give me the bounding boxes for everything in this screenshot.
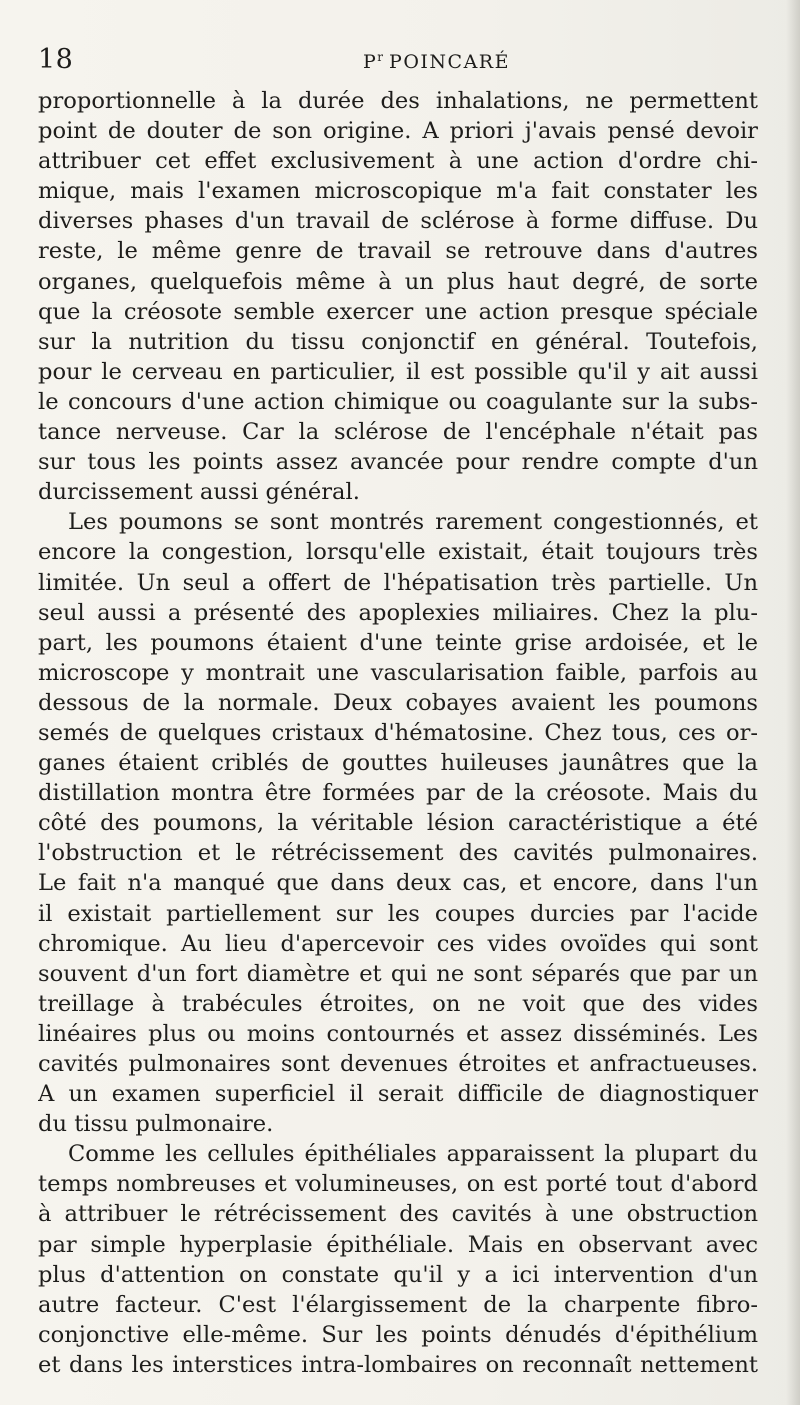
text-line: conjonctive elle-même. Sur les points dénudés d'épithélium xyxy=(38,1321,758,1348)
text-line: organes, quelquefois même à un plus haut degré, de sorte xyxy=(38,268,758,295)
text-line: sur la nutrition du tissu conjonctif en général. Toutefois, xyxy=(38,328,758,355)
text-line: microscope y montrait une vascularisation faible, parfois au xyxy=(38,659,758,686)
body-text xyxy=(38,86,758,1380)
paragraph-start-line: Comme les cellules épithéliales apparaissent la plupart du xyxy=(68,1141,758,1168)
paragraph-end-line: durcissement aussi général. xyxy=(38,479,360,506)
paragraph-start-line: Les poumons se sont montrés rarement congestionnés, et xyxy=(68,509,758,536)
text-line: que la créosote semble exercer une action presque spéciale xyxy=(38,298,758,325)
text-line: tance nerveuse. Car la sclérose de l'encéphale n'était pas xyxy=(38,419,758,446)
text-line: seul aussi a présenté des apoplexies miliaires. Chez la plu- xyxy=(38,599,758,626)
text-line: souvent d'un fort diamètre et qui ne sont séparés que par un xyxy=(38,960,758,987)
text-line: part, les poumons étaient d'une teinte grise ardoisée, et le xyxy=(38,629,758,656)
text-line: chromique. Au lieu d'apercevoir ces vides ovoïdes qui sont xyxy=(38,930,758,957)
text-line: reste, le même genre de travail se retrouve dans d'autres xyxy=(38,238,758,265)
text-line: treillage à trabécules étroites, on ne voit que des vides xyxy=(38,990,758,1017)
text-line: dessous de la normale. Deux cobayes avaient les poumons xyxy=(38,689,758,716)
author-prefix: P xyxy=(363,51,378,73)
text-line: le concours d'une action chimique ou coagulante sur la subs- xyxy=(38,388,758,415)
text-line: temps nombreuses et volumineuses, on est porté tout d'abord xyxy=(38,1171,758,1198)
text-line: limitée. Un seul a offert de l'hépatisation très partielle. Un xyxy=(38,569,758,596)
text-line: distillation montra être formées par de la créosote. Mais du xyxy=(38,780,758,807)
text-line: encore la congestion, lorsqu'elle existait, était toujours très xyxy=(38,539,758,566)
running-head xyxy=(363,50,510,73)
text-line: attribuer cet effet exclusivement à une action d'ordre chi- xyxy=(38,148,758,175)
text-line: autre facteur. C'est l'élargissement de la charpente fibro- xyxy=(38,1291,758,1318)
text-line: A un examen superficiel il serait difficile de diagnostiquer xyxy=(38,1081,758,1108)
text-line: semés de quelques cristaux d'hématosine. Chez tous, ces or- xyxy=(38,719,758,746)
text-line: pour le cerveau en particulier, il est possible qu'il y ait aussi xyxy=(38,358,758,385)
text-line: ganes étaient criblés de gouttes huileuses jaunâtres que la xyxy=(38,750,758,777)
text-line: Le fait n'a manqué que dans deux cas, et encore, dans l'un xyxy=(38,870,758,897)
text-line: mique, mais l'examen microscopique m'a fait constater les xyxy=(38,178,758,205)
page-number: 18 xyxy=(38,44,74,75)
text-line: l'obstruction et le rétrécissement des cavités pulmonaires. xyxy=(38,840,758,867)
text-line: plus d'attention on constate qu'il y a ici intervention d'un xyxy=(38,1261,758,1288)
page-header xyxy=(38,42,760,82)
text-line: et dans les interstices intra-lombaires on reconnaît nettement xyxy=(38,1351,758,1378)
page-edge-shadow xyxy=(786,0,800,1405)
text-line: par simple hyperplasie épithéliale. Mais en observant avec xyxy=(38,1231,758,1258)
text-line: sur tous les points assez avancée pour rendre compte d'un xyxy=(38,449,758,476)
text-line: cavités pulmonaires sont devenues étroites et anfractueuses. xyxy=(38,1051,758,1077)
text-line: diverses phases d'un travail de sclérose à forme diffuse. Du xyxy=(38,208,758,235)
text-line: il existait partiellement sur les coupes durcies par l'acide xyxy=(38,900,758,927)
text-line: à attribuer le rétrécissement des cavités à une obstruction xyxy=(38,1201,758,1228)
text-line: proportionnelle à la durée des inhalations, ne permettent xyxy=(38,88,758,114)
text-line: linéaires plus ou moins contournés et assez disséminés. Les xyxy=(38,1020,758,1047)
paragraph-end-line: du tissu pulmonaire. xyxy=(38,1111,274,1138)
text-line: côté des poumons, la véritable lésion caractéristique a été xyxy=(38,810,758,837)
text-line: point de douter de son origine. A priori j'avais pensé devoir xyxy=(38,118,758,145)
author-name: POINCARÉ xyxy=(389,51,510,73)
author-prefix-superscript: r xyxy=(377,50,384,64)
